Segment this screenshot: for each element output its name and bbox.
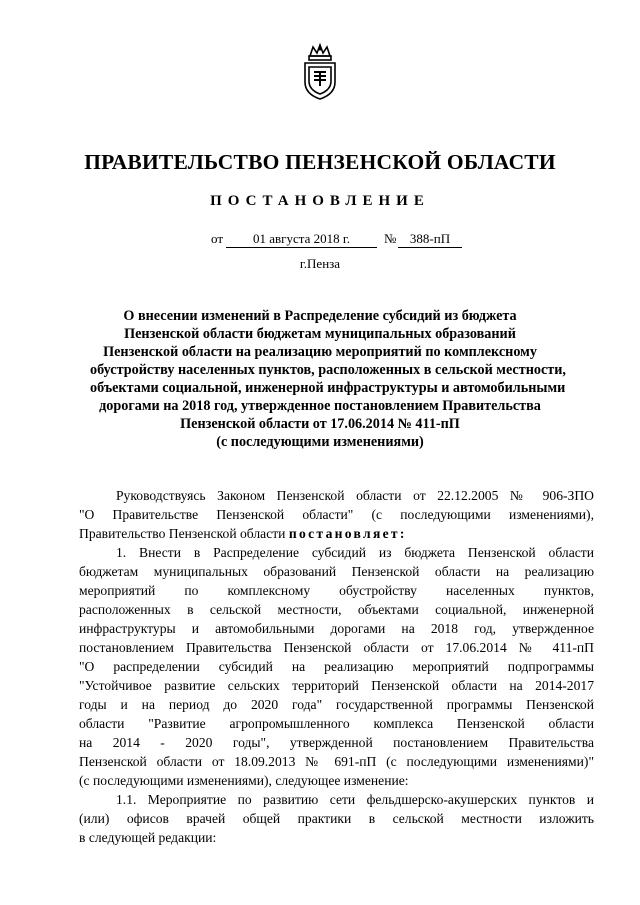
body-line: в следующей редакции: bbox=[79, 830, 217, 845]
body-line: на 2014 - 2020 годы", утвержденной постановлением Правительства bbox=[79, 735, 594, 750]
body-line: (с последующими изменениями), следующее изменение: bbox=[79, 773, 409, 788]
body-line: "О Правительстве Пензенской области" (с последующими изменениями), bbox=[79, 507, 594, 522]
body-line: области "Развитие агропромышленного комплекса Пензенской области bbox=[79, 716, 594, 731]
heading-line: Пензенской области на реализацию мероприятий по комплексному bbox=[103, 344, 537, 360]
body-line: "О распределении субсидий на реализацию мероприятий подпрограммы bbox=[79, 659, 594, 674]
body-line bbox=[79, 524, 594, 543]
body-line: (или) офисов врачей общей практики в сельской местности изложить bbox=[79, 811, 594, 826]
heading-line: дорогами на 2018 год, утвержденное постановлением Правительства bbox=[99, 398, 541, 414]
city-name: г.Пенза bbox=[299, 256, 341, 271]
document-body bbox=[79, 486, 594, 847]
document-date: 01 августа 2018 г. bbox=[226, 231, 377, 248]
document-number: 388-пП bbox=[398, 231, 462, 248]
heading-line: объектами социальной, инженерной инфраструктуры и автомобильными bbox=[90, 380, 566, 396]
number-prefix: № bbox=[384, 231, 397, 246]
body-line: Руководствуясь Законом Пензенской области от 22.12.2005 № 906-ЗПО bbox=[116, 488, 594, 503]
heading-line: (с последующими изменениями) bbox=[216, 434, 424, 450]
body-line: инфраструктуры и автомобильными дорогами на 2018 год, утвержденное bbox=[79, 621, 594, 636]
body-line: бюджетам муниципальных образований Пензенской области на реализацию bbox=[79, 564, 594, 579]
date-prefix: от bbox=[211, 231, 224, 246]
heading-line: О внесении изменений в Распределение субсидий из бюджета bbox=[123, 308, 517, 324]
body-line: 1.1. Мероприятие по развитию сети фельдшерско-акушерских пунктов и bbox=[116, 792, 594, 807]
body-line: "Устойчивое развитие сельских территорий Пензенской области на 2014-2017 bbox=[79, 678, 594, 693]
body-line: 1. Внести в Распределение субсидий из бюджета Пензенской области bbox=[116, 545, 594, 560]
body-line: расположенных в сельской местности, объектами социальной, инженерной bbox=[79, 602, 594, 617]
heading-line: Пензенской области от 17.06.2014 № 411-пП bbox=[180, 416, 460, 432]
body-line: Пензенской области от 18.09.2013 № 691-пП (с последующими изменениями)" bbox=[79, 754, 594, 769]
document-type: ПОСТАНОВЛЕНИЕ bbox=[210, 193, 430, 209]
document-heading bbox=[90, 307, 566, 451]
heading-line: обустройству населенных пунктов, расположенных в сельской местности, bbox=[90, 362, 566, 378]
body-text-fragment: Правительство Пензенской области bbox=[79, 526, 289, 541]
body-line: постановлением Правительства Пензенской области от 17.06.2014 № 411-пП bbox=[79, 640, 594, 655]
government-title: ПРАВИТЕЛЬСТВО ПЕНЗЕНСКОЙ ОБЛАСТИ bbox=[84, 150, 556, 174]
heading-line: Пензенской области бюджетам муниципальных образований bbox=[124, 326, 516, 342]
resolves-keyword: постановляет: bbox=[288, 526, 407, 541]
body-line: мероприятий по комплексному обустройству населенных пунктов, bbox=[79, 583, 594, 598]
coat-of-arms-emblem bbox=[296, 42, 344, 102]
body-line: годы и на период до 2020 года" государственной программы Пензенской bbox=[79, 697, 594, 712]
